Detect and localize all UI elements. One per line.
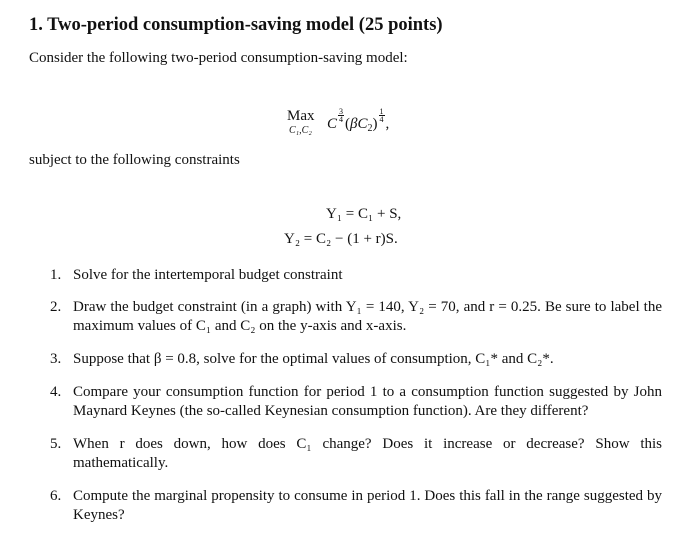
- max-subscript: C₁,C₂: [289, 125, 312, 136]
- constraints-intro: subject to the following constraints: [29, 152, 240, 168]
- question-item: [50, 266, 662, 285]
- question-text: Compare your consumption function for period 1 to a consumption function suggested by John Maynard Keynes (the so-called Keynesian consumption function). Are they different?: [73, 384, 662, 419]
- c1-exponent: $\frac{3}{4}$: [339, 107, 344, 124]
- question-number: 6.: [50, 488, 62, 504]
- objective-expression: C $\frac{3}{4}$ $(\beta C_2)$ $\frac{1}{4}$ ,: [327, 107, 390, 134]
- question-text: When r does down, how does C₁ change? Does it increase or decrease? Show this mathematically.: [73, 436, 662, 471]
- question-number: 2.: [50, 299, 62, 315]
- intro-text: Consider the following two-period consumption-saving model:: [29, 50, 408, 66]
- question-item: [50, 383, 662, 421]
- section-heading: 1. Two-period consumption-saving model (25 points): [29, 15, 443, 35]
- question-item: [50, 298, 662, 336]
- constraint-period-2: Y₂ = C₂ − (1 + r)S.: [284, 231, 398, 247]
- constraint-period-1: Y₁ = C₁ + S,: [326, 206, 402, 222]
- question-text: Suppose that β = 0.8, solve for the optimal values of consumption, C₁* and C₂*.: [73, 351, 554, 367]
- question-item: [50, 435, 662, 473]
- objective-function: [287, 100, 427, 140]
- question-number: 4.: [50, 384, 62, 400]
- question-number: 3.: [50, 351, 62, 367]
- question-number: 5.: [50, 436, 62, 452]
- question-item: [50, 350, 662, 369]
- question-text: Solve for the intertemporal budget constraint: [73, 267, 343, 283]
- c2-exponent: $\frac{1}{4}$: [379, 107, 384, 124]
- max-operator: Max: [287, 108, 315, 124]
- question-text: Draw the budget constraint (in a graph) with Y₁ = 140, Y₂ = 70, and r = 0.25. Be sure to label the maximum values of C₁ and C₂ on the y-axis and x-axis.: [73, 299, 662, 334]
- question-item: [50, 487, 662, 525]
- question-number: 1.: [50, 267, 62, 283]
- question-text: Compute the marginal propensity to consume in period 1. Does this fall in the range suggested by Keynes?: [73, 488, 662, 523]
